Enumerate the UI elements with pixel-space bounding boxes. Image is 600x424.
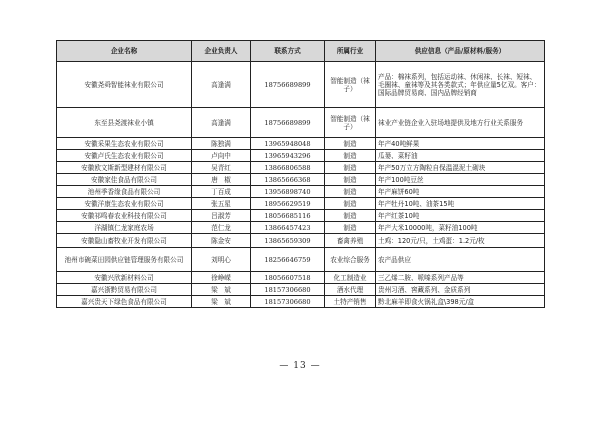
- phone-cell: 13965943296: [251, 150, 325, 162]
- phone-cell: 18056607518: [251, 272, 325, 284]
- header-supply-info: 供应信息（产品/原材料/服务）: [376, 41, 545, 62]
- table-row: [57, 138, 545, 150]
- industry-cell: 畜禽养殖: [325, 234, 376, 248]
- supply-info-cell: 贵州习酒、窖藏系列、金质系列: [376, 284, 545, 296]
- industry-cell: 制造: [325, 210, 376, 222]
- table-row: [57, 108, 545, 138]
- table-row: [57, 210, 545, 222]
- header-industry: 所属行业: [325, 41, 376, 62]
- table-row: [57, 62, 545, 108]
- phone-cell: 18056685116: [251, 210, 325, 222]
- table-header-row: [57, 41, 545, 62]
- industry-cell: 土特产销售: [325, 296, 376, 308]
- phone-cell: 18756689899: [251, 62, 325, 108]
- header-contact: 联系方式: [251, 41, 325, 62]
- company-name-cell: 洋湖镇仁龙家庭农场: [57, 222, 192, 234]
- person-cell: 陈金安: [192, 234, 251, 248]
- supply-info-cell: 瓜蒌、菜籽油: [376, 150, 545, 162]
- table-row: [57, 234, 545, 248]
- person-cell: 梁 斌: [192, 296, 251, 308]
- industry-cell: 制造: [325, 222, 376, 234]
- industry-cell: 农业综合服务: [325, 248, 376, 272]
- table-row: [57, 174, 545, 186]
- company-name-cell: 安徽家佳食品有限公司: [57, 174, 192, 186]
- person-cell: 唐 椒: [192, 174, 251, 186]
- table-row: [57, 248, 545, 272]
- company-name-cell: 安徽卢氏生态农业有限公司: [57, 150, 192, 162]
- table-row: [57, 198, 545, 210]
- supply-info-cell: 黔北麻羊即食火锅礼盒\398元/盒: [376, 296, 545, 308]
- person-cell: 陈独满: [192, 138, 251, 150]
- supply-info-cell: 年产50万立方陶粒自保温混泥土砌块: [376, 162, 545, 174]
- industry-cell: 智能制造（袜子）: [325, 108, 376, 138]
- phone-cell: 13866457423: [251, 222, 325, 234]
- person-cell: 张五星: [192, 198, 251, 210]
- company-name-cell: 嘉兴浙黔贸易有限公司: [57, 284, 192, 296]
- supply-info-cell: 农产品供应: [376, 248, 545, 272]
- industry-cell: 制造: [325, 198, 376, 210]
- company-name-cell: 安徽欧文斯新型建材有限公司: [57, 162, 192, 174]
- supply-info-cell: 年产大米10000吨，菜籽油100吨: [376, 222, 545, 234]
- company-name-cell: 安徽采果生态农业有限公司: [57, 138, 192, 150]
- person-cell: 徐峥嵘: [192, 272, 251, 284]
- industry-cell: 化工制造业: [325, 272, 376, 284]
- company-name-cell: 安徽尧舜智能袜业有限公司: [57, 62, 192, 108]
- table-row: [57, 162, 545, 174]
- person-cell: 刘明心: [192, 248, 251, 272]
- phone-cell: 13965948048: [251, 138, 325, 150]
- industry-cell: 智能制造（袜子）: [325, 62, 376, 108]
- industry-cell: 制造: [325, 150, 376, 162]
- supply-info-cell: 年产麻饼60吨: [376, 186, 545, 198]
- supply-info-cell: 袜业产业链企业入驻场地提供及地方行业关系服务: [376, 108, 545, 138]
- phone-cell: 18157306680: [251, 284, 325, 296]
- supply-info-cell: 土鸡：120元/只，土鸡蛋：1.2元/枚: [376, 234, 545, 248]
- person-cell: 高逢满: [192, 108, 251, 138]
- supply-info-cell: 三乙烯二胺、哌嗪系列产品等: [376, 272, 545, 284]
- phone-cell: 18756689899: [251, 108, 325, 138]
- person-cell: 卢向中: [192, 150, 251, 162]
- header-company-name: 企业名称: [57, 41, 192, 62]
- phone-cell: 13865659309: [251, 234, 325, 248]
- person-cell: 范仁龙: [192, 222, 251, 234]
- person-cell: 梁 斌: [192, 284, 251, 296]
- phone-cell: 13866806588: [251, 162, 325, 174]
- supply-info-cell: 产品：棉袜系列，包括运动袜、休闲袜、长袜、短袜、毛圈袜、童袜等及其各类款式；年供应量5亿双。客户：国际品牌贸易商、国内品牌经销商: [376, 62, 545, 108]
- phone-cell: 13865666368: [251, 174, 325, 186]
- header-person-in-charge: 企业负责人: [192, 41, 251, 62]
- person-cell: 吴青红: [192, 162, 251, 174]
- person-cell: 吕淑芳: [192, 210, 251, 222]
- industry-cell: 制造: [325, 138, 376, 150]
- table-row: [57, 150, 545, 162]
- table-row: [57, 186, 545, 198]
- industry-cell: 制造: [325, 174, 376, 186]
- page-number: — 13 —: [279, 361, 321, 371]
- company-name-cell: 安徽祁鸣春农业科技有限公司: [57, 210, 192, 222]
- table-row: [57, 296, 545, 308]
- industry-cell: 制造: [325, 186, 376, 198]
- supply-info-cell: 年产40吨鲜果: [376, 138, 545, 150]
- company-name-cell: 安徽兴欣新材料公司: [57, 272, 192, 284]
- phone-cell: 13956898740: [251, 186, 325, 198]
- company-name-cell: 池州季香缘食品有限公司: [57, 186, 192, 198]
- person-cell: 丁百成: [192, 186, 251, 198]
- company-name-cell: 安徽洋康生态农业有限公司: [57, 198, 192, 210]
- company-name-cell: 池州市碗菜田园供应链管理服务有限公司: [57, 248, 192, 272]
- industry-cell: 制造: [325, 162, 376, 174]
- company-name-cell: 安徽隐山畜牧业开发有限公司: [57, 234, 192, 248]
- person-cell: 高逢满: [192, 62, 251, 108]
- table-body: [57, 62, 545, 308]
- company-name-cell: 嘉兴贵天下绿色食品有限公司: [57, 296, 192, 308]
- industry-cell: 酒水代理: [325, 284, 376, 296]
- phone-cell: 18256646759: [251, 248, 325, 272]
- company-name-cell: 东至县尧渡袜业小镇: [57, 108, 192, 138]
- table-row: [57, 222, 545, 234]
- phone-cell: 18956629519: [251, 198, 325, 210]
- table-row: [57, 272, 545, 284]
- supply-info-cell: 年产牡丹10吨、油茶15吨: [376, 198, 545, 210]
- supply-info-cell: 年产红茶10吨: [376, 210, 545, 222]
- phone-cell: 18157306680: [251, 296, 325, 308]
- supply-info-cell: 年产100吨豆丝: [376, 174, 545, 186]
- table-row: [57, 284, 545, 296]
- supplier-table: [56, 40, 545, 308]
